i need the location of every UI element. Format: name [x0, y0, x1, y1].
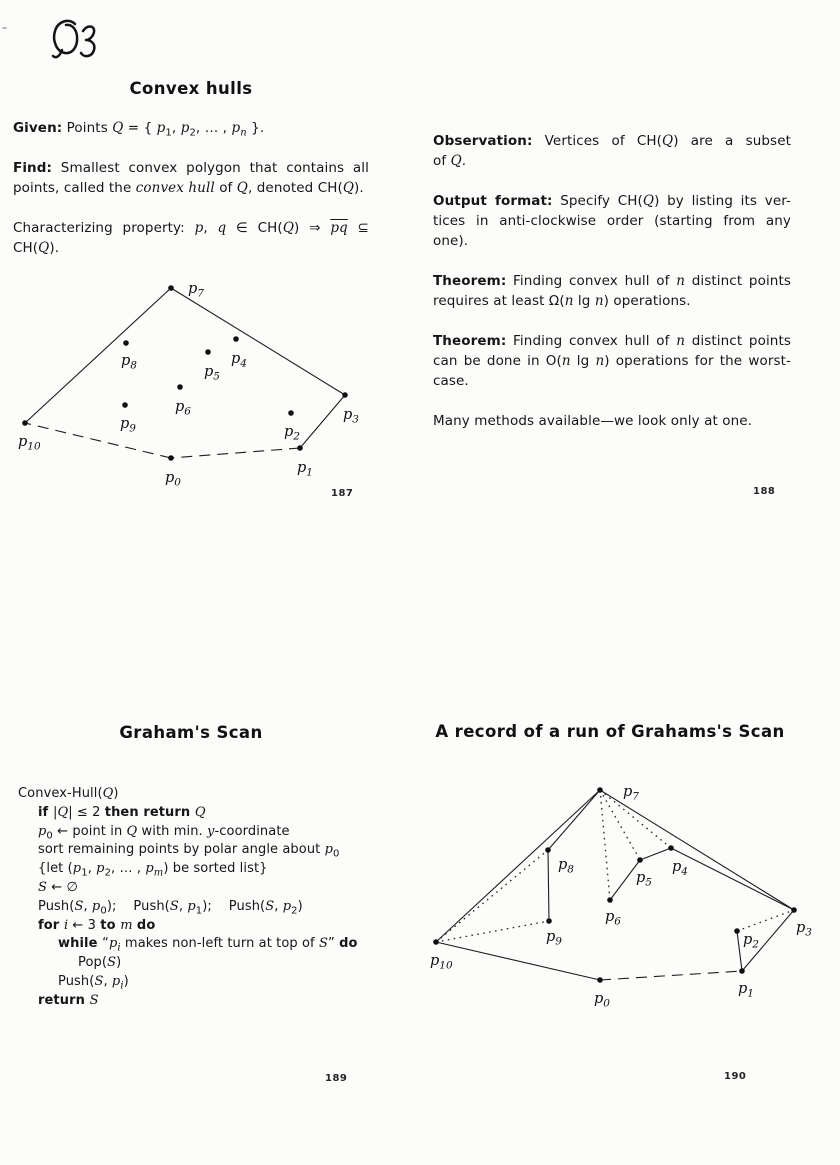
slide1-title: Convex hulls — [129, 79, 253, 98]
edge-p4-p5 — [640, 848, 671, 860]
text-run: to — [100, 917, 121, 933]
text-run: Given: — [13, 120, 63, 136]
point-label-p5: $p_5$ — [204, 364, 220, 383]
point-label-p0: $p_0$ — [594, 991, 610, 1010]
point-p9 — [546, 918, 552, 924]
text-run: i — [63, 917, 69, 933]
point-label-p7: $p_7$ — [188, 281, 204, 300]
point-p4 — [233, 336, 239, 342]
text-run: 2 — [104, 867, 112, 879]
text-run: distinct points — [685, 273, 791, 289]
text-run: Specify CH( — [552, 193, 643, 209]
text-run: one). — [433, 233, 469, 249]
text-run: ) — [113, 786, 119, 801]
text-run: 0 — [46, 830, 53, 842]
text-run: lg — [573, 293, 595, 309]
text-run: p — [91, 898, 101, 914]
text-run: n — [594, 293, 604, 309]
text-run: 2 — [291, 905, 298, 917]
text-run: case. — [433, 373, 469, 389]
text-run: ” — [327, 936, 340, 952]
point-p1 — [739, 968, 745, 974]
code-line — [18, 935, 418, 954]
text-run: 2 — [189, 127, 196, 139]
text-run: p — [187, 898, 196, 914]
handwriting-stroke — [53, 50, 62, 57]
text-run: Finding convex hull of — [506, 273, 677, 289]
edge-p1-p0 — [171, 448, 300, 458]
code-line — [18, 898, 418, 917]
text-run: , denoted CH( — [247, 180, 343, 196]
point-p2 — [734, 928, 740, 934]
text-run: m — [120, 917, 133, 933]
point-label-p6: $p_6$ — [605, 909, 621, 928]
slide4-title: A record of a run of Grahams's Scan — [435, 722, 785, 741]
paragraph — [13, 158, 369, 198]
paragraph — [13, 118, 369, 138]
point-label-p4: $p_4$ — [672, 859, 688, 878]
text-run: Q — [282, 220, 294, 236]
text-run: p — [282, 898, 292, 914]
handwriting-stroke — [81, 27, 94, 57]
point-label-p8: $p_8$ — [121, 353, 137, 372]
slide2-body-text — [433, 131, 791, 451]
edge-p7-p8 — [548, 790, 600, 850]
scan-noise-speck — [2, 27, 7, 29]
text-run: ⊆ — [347, 220, 369, 236]
point-p5 — [637, 857, 643, 863]
text-run: ). — [49, 240, 60, 256]
code-line — [18, 804, 418, 823]
page-number-187: 187 — [331, 488, 354, 499]
text-run: requires at least Ω( — [433, 293, 565, 309]
edge-p7-p6 — [600, 790, 610, 900]
point-p2 — [288, 410, 294, 416]
text-run: S — [74, 898, 84, 914]
text-run: ← ∅ — [47, 879, 78, 895]
paragraph — [13, 218, 369, 258]
point-p6 — [607, 897, 613, 903]
text-run: ); Push( — [106, 898, 170, 914]
text-run: Theorem: — [433, 333, 507, 349]
text-run: do — [136, 917, 156, 933]
paragraph — [433, 411, 791, 431]
page-number-188: 188 — [753, 486, 776, 497]
code-line — [18, 992, 418, 1011]
text-run: ) — [123, 973, 129, 989]
text-run: S — [169, 898, 179, 914]
text-run: then return — [104, 804, 195, 820]
point-p9 — [122, 402, 128, 408]
text-run: Convex-Hull( — [18, 786, 103, 801]
point-label-p9: $p_9$ — [546, 929, 562, 948]
point-label-p8: $p_8$ — [558, 857, 574, 876]
text-run: p — [145, 861, 154, 877]
edge-p0-p1 — [600, 971, 742, 980]
text-run: ∈ CH( — [226, 220, 283, 236]
text-run: “ — [102, 936, 109, 952]
text-run: sort remaining points by polar angle about — [38, 842, 325, 858]
text-run: . — [461, 153, 467, 169]
edge-p1-p2 — [737, 931, 742, 971]
text-run: p — [231, 120, 241, 136]
code-line — [18, 917, 418, 936]
text-run: lg — [570, 353, 596, 369]
grahams-scan-pseudocode — [18, 785, 418, 1011]
text-run: ← point in — [52, 823, 127, 839]
text-run: S — [38, 879, 48, 895]
point-label-p10: $p_{10}$ — [18, 434, 41, 453]
point-label-p5: $p_5$ — [636, 870, 652, 889]
text-line — [433, 231, 791, 251]
text-run: n — [561, 353, 571, 369]
text-run: p — [96, 861, 105, 877]
text-run: , … , — [111, 861, 146, 877]
text-run: S — [265, 898, 275, 914]
page-number-189: 189 — [325, 1073, 348, 1084]
text-run: 1 — [195, 905, 203, 917]
text-run: , … , — [195, 120, 232, 136]
handwritten-annotation-q3 — [45, 12, 115, 67]
text-run: p — [111, 973, 121, 989]
edge-p3-p4 — [671, 848, 794, 910]
point-p8 — [123, 340, 129, 346]
paragraph — [433, 271, 791, 311]
text-line — [433, 291, 791, 311]
code-line — [18, 954, 418, 973]
text-run: with min. — [137, 823, 208, 839]
edge-p10-p0 — [436, 942, 600, 980]
text-line — [433, 271, 791, 291]
text-run: Characterizing property: — [13, 220, 195, 236]
text-run: n — [240, 127, 247, 139]
text-run: p — [194, 220, 204, 236]
text-run: Q — [236, 180, 248, 196]
text-run: Pop( — [78, 955, 108, 971]
text-run: Q — [642, 193, 655, 209]
text-run: Theorem: — [433, 273, 507, 289]
edge-p8-p9 — [548, 850, 549, 921]
text-run: ) — [116, 955, 122, 971]
text-line — [13, 178, 369, 198]
edge-p10-p8 — [436, 850, 548, 942]
code-line — [18, 860, 418, 879]
text-run: -coordinate — [214, 823, 290, 839]
text-run: 0 — [333, 848, 340, 860]
text-run: = { — [123, 120, 157, 136]
text-run: can be done in O( — [433, 353, 562, 369]
text-line — [433, 331, 791, 351]
text-run: y — [207, 823, 215, 839]
text-run: Q — [194, 804, 206, 820]
text-run: Q — [102, 786, 114, 801]
text-run: ) are a subset — [673, 133, 791, 149]
point-p10 — [433, 939, 439, 945]
text-run: , — [171, 120, 181, 136]
edge-p10-p7 — [436, 790, 600, 942]
text-run: ) by listing its ver- — [654, 193, 792, 209]
point-label-p10: $p_{10}$ — [430, 953, 453, 972]
text-run: n — [676, 333, 686, 349]
text-run: | ≤ 2 — [68, 804, 105, 820]
paragraph — [433, 131, 791, 171]
point-p7 — [168, 285, 174, 291]
text-run: points, called the — [13, 180, 136, 196]
text-run: | — [52, 804, 58, 820]
text-run: S — [94, 973, 104, 989]
text-run: Q — [662, 133, 674, 149]
text-line — [433, 411, 791, 431]
text-run: for — [38, 917, 64, 933]
point-p3 — [791, 907, 797, 913]
edge-p7-p3 — [600, 790, 794, 910]
text-run: Many methods available—we look only at one. — [433, 413, 753, 429]
text-run: ) ⇒ — [293, 220, 331, 236]
text-line — [433, 191, 791, 211]
text-run: tices in anti-clockwise order (starting from any — [433, 213, 791, 229]
text-run: makes non-left turn at top of — [120, 936, 319, 952]
text-run: 1 — [81, 867, 88, 879]
text-run: p — [324, 842, 334, 858]
edge-p10-p7 — [25, 288, 171, 423]
text-run: S — [107, 955, 117, 971]
text-run: i — [117, 942, 121, 954]
text-run: ); Push( — [202, 898, 266, 914]
point-label-p9: $p_9$ — [120, 416, 136, 435]
text-run: Q — [342, 180, 355, 196]
point-label-p0: $p_0$ — [165, 470, 181, 489]
code-line — [18, 785, 418, 804]
text-run: ← 3 — [68, 917, 101, 933]
point-p10 — [22, 420, 28, 426]
text-run: , — [103, 973, 112, 989]
point-label-p1: $p_1$ — [738, 981, 754, 1000]
slide1-body-text — [13, 118, 369, 278]
point-label-p1: $p_1$ — [297, 460, 313, 479]
text-run: i — [120, 980, 124, 992]
point-p1 — [297, 445, 303, 451]
text-line — [433, 131, 791, 151]
text-run: m — [153, 867, 164, 879]
text-run: Q — [112, 120, 124, 136]
point-p4 — [668, 845, 674, 851]
edge-p3-p1 — [300, 395, 345, 448]
code-line — [18, 823, 418, 842]
text-run: return — [38, 992, 90, 1008]
text-run: , — [178, 898, 188, 914]
text-run: do — [339, 936, 358, 952]
text-run: ). — [354, 180, 364, 196]
text-run: q — [217, 220, 227, 236]
text-run: S — [318, 936, 328, 952]
text-run: p — [72, 861, 82, 877]
text-run: $\overline{pq}$ — [330, 220, 348, 236]
text-run: Push( — [58, 973, 95, 989]
text-run: convex hull — [135, 180, 215, 196]
text-run: Output format: — [433, 193, 553, 209]
code-line — [18, 879, 418, 898]
text-run: n — [676, 273, 686, 289]
text-run: if — [38, 804, 53, 820]
text-line — [433, 371, 791, 391]
point-p0 — [597, 977, 603, 983]
text-line — [13, 118, 369, 138]
point-p8 — [545, 847, 551, 853]
handwriting-stroke — [54, 21, 77, 53]
text-line — [433, 211, 791, 231]
text-run: , — [87, 861, 97, 877]
edge-p7-p3 — [171, 288, 345, 395]
text-run: 1 — [165, 127, 172, 139]
point-p3 — [342, 392, 348, 398]
text-run: Vertices of CH( — [532, 133, 663, 149]
edge-p0-p10 — [25, 423, 171, 458]
text-run: p — [180, 120, 190, 136]
code-line — [18, 841, 418, 860]
text-run: ) be sorted list} — [163, 861, 268, 877]
text-run: , — [203, 220, 218, 236]
code-line — [18, 973, 418, 992]
point-label-p6: $p_6$ — [175, 399, 191, 418]
text-run: ) operations. — [603, 293, 691, 309]
text-run: Find: — [13, 160, 53, 176]
run-record-figure — [420, 780, 840, 1030]
point-label-p3: $p_3$ — [796, 920, 812, 939]
point-label-p2: $p_2$ — [743, 932, 759, 951]
text-run: Q — [38, 240, 50, 256]
text-run: Q — [57, 804, 69, 820]
text-run: of — [214, 180, 237, 196]
text-run: ) — [297, 898, 303, 914]
text-run: Observation: — [433, 133, 533, 149]
text-line — [13, 158, 369, 178]
text-line — [433, 151, 791, 171]
convex-hull-figure — [0, 255, 420, 505]
text-run: Smallest convex polygon that contains all — [52, 160, 369, 176]
text-run: n — [564, 293, 574, 309]
text-run: ) operations for the worst- — [604, 353, 791, 369]
text-run: Q — [450, 153, 462, 169]
point-label-p2: $p_2$ — [284, 424, 300, 443]
text-run: S — [89, 992, 99, 1008]
text-run: CH( — [13, 240, 39, 256]
text-run: of — [433, 153, 451, 169]
text-run: , — [274, 898, 283, 914]
text-run: 0 — [100, 905, 107, 917]
text-run: distinct points — [685, 333, 791, 349]
text-run: p — [156, 120, 166, 136]
point-p7 — [597, 787, 603, 793]
text-run: , — [83, 898, 92, 914]
paragraph — [433, 191, 791, 251]
point-label-p7: $p_7$ — [623, 784, 639, 803]
text-run: Push( — [38, 898, 75, 914]
paragraph — [433, 331, 791, 391]
text-run: {let ( — [38, 861, 73, 877]
slide3-title: Graham's Scan — [119, 723, 263, 742]
text-run: p — [108, 936, 118, 952]
text-run: n — [595, 353, 605, 369]
point-label-p3: $p_3$ — [343, 407, 359, 426]
point-p5 — [205, 349, 211, 355]
text-run: }. — [246, 120, 265, 136]
point-p0 — [168, 455, 174, 461]
point-label-p4: $p_4$ — [231, 351, 247, 370]
point-p6 — [177, 384, 183, 390]
page-number-190: 190 — [724, 1071, 747, 1082]
text-line — [13, 218, 369, 238]
text-line — [433, 351, 791, 371]
text-run: while — [58, 936, 103, 952]
text-run: p — [38, 823, 47, 839]
text-run: Points — [62, 120, 113, 136]
text-run: Q — [126, 823, 138, 839]
text-run: Finding convex hull of — [506, 333, 677, 349]
edge-p10-p9 — [436, 921, 549, 942]
